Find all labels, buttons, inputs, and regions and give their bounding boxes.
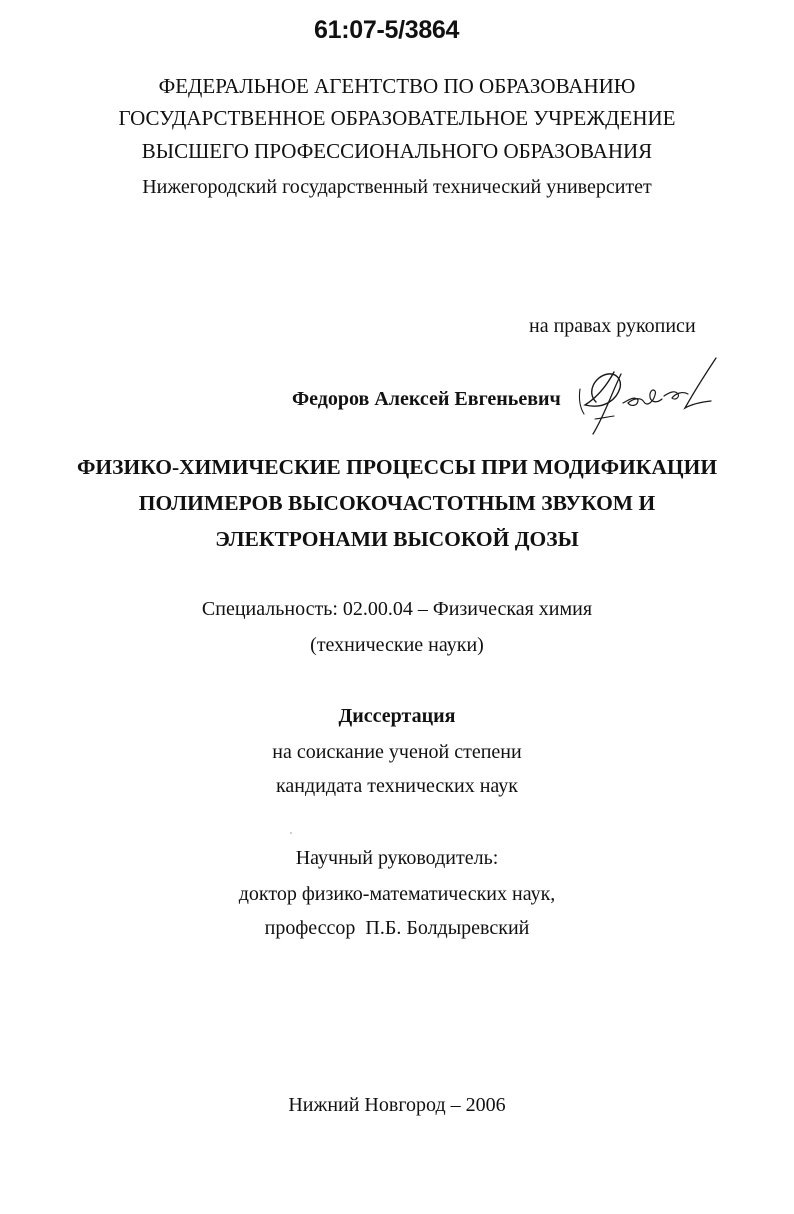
degree-line-1: на соискание ученой степени	[272, 741, 522, 763]
university-name: Нижегородский государственный технический университет	[142, 176, 652, 198]
degree-line-2: кандидата технических наук	[275, 775, 519, 797]
place-year: Нижний Новгород – 2006	[288, 1094, 506, 1116]
dissertation-title-line-2: ПОЛИМЕРОВ ВЫСОКОЧАСТОТНЫМ ЗВУКОМ И	[138, 491, 656, 515]
supervisor-heading: Научный руководитель:	[295, 847, 499, 869]
supervisor-line-2: профессор П.Б. Болдыревский	[264, 917, 530, 939]
scan-dot	[290, 832, 292, 834]
specialty-line-2: (технические науки)	[310, 634, 484, 656]
signature-icon	[572, 350, 722, 445]
dissertation-heading: Диссертация	[338, 705, 456, 727]
catalog-number: 61:07-5/3864	[314, 16, 460, 44]
manuscript-note: на правах рукописи	[529, 315, 696, 337]
agency-line-2: ГОСУДАРСТВЕННОЕ ОБРАЗОВАТЕЛЬНОЕ УЧРЕЖДЕНИЕ	[118, 106, 676, 130]
author-name: Федоров Алексей Евгеньевич	[292, 388, 561, 410]
dissertation-title-line-1: ФИЗИКО-ХИМИЧЕСКИЕ ПРОЦЕССЫ ПРИ МОДИФИКАЦИИ	[76, 455, 718, 479]
dissertation-title-line-3: ЭЛЕКТРОНАМИ ВЫСОКОЙ ДОЗЫ	[215, 527, 579, 551]
agency-line-1: ФЕДЕРАЛЬНОЕ АГЕНТСТВО ПО ОБРАЗОВАНИЮ	[158, 74, 636, 98]
supervisor-line-1: доктор физико-математических наук,	[238, 883, 556, 905]
agency-line-3: ВЫСШЕГО ПРОФЕССИОНАЛЬНОГО ОБРАЗОВАНИЯ	[141, 139, 653, 163]
specialty-line-1: Специальность: 02.00.04 – Физическая химия	[201, 598, 593, 620]
